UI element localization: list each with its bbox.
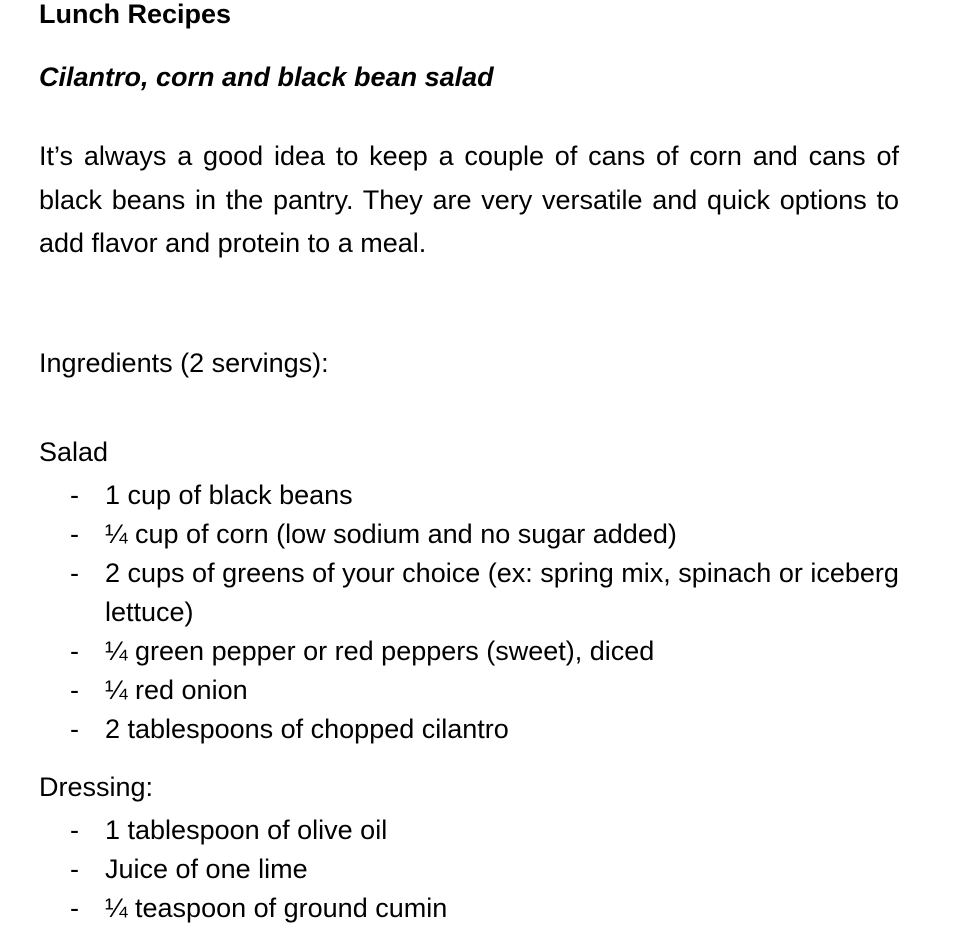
list-item-text: Juice of one lime [105,854,308,884]
list-item [39,632,899,671]
ingredients-heading: Ingredients (2 servings): [39,348,329,378]
list-item-text: 2 cups of greens of your choice (ex: spring mix, spinach or iceberg lettuce) [105,558,899,627]
list-item [39,850,899,889]
bullet-dash: - [70,636,79,666]
list-item-text: 2 tablespoons of chopped cilantro [105,714,509,744]
salad-ingredient-list [39,476,899,749]
list-item [39,515,899,554]
list-item-text: ¼ red onion [105,675,248,705]
list-item-text: 1 cup of black beans [105,480,353,510]
salad-heading: Salad [39,437,109,467]
bullet-dash: - [70,675,79,705]
bullet-dash: - [70,480,79,510]
list-item [39,554,899,632]
list-item-text: ¼ green pepper or red peppers (sweet), diced [105,636,655,666]
list-item [39,671,899,710]
list-item-text: 1 tablespoon of olive oil [105,815,388,845]
intro-paragraph: It’s always a good idea to keep a couple of cans of corn and cans of black beans in the pantry. They are very versatile and quick options to add flavor and protein to a meal. [39,141,899,258]
bullet-dash: - [70,854,79,884]
list-item-text: ¼ teaspoon of ground cumin [105,893,448,923]
bullet-dash: - [70,519,79,549]
recipe-title: Cilantro, corn and black bean salad [39,62,494,92]
document-title: Lunch Recipes [39,0,232,29]
list-item [39,889,899,928]
list-item [39,710,899,749]
dressing-heading: Dressing: [39,772,154,802]
bullet-dash: - [70,893,79,923]
bullet-dash: - [70,714,79,744]
list-item [39,476,899,515]
bullet-dash: - [70,558,79,588]
dressing-ingredient-list [39,811,899,928]
bullet-dash: - [70,815,79,845]
list-item-text: ¼ cup of corn (low sodium and no sugar added) [105,519,677,549]
list-item [39,811,899,850]
